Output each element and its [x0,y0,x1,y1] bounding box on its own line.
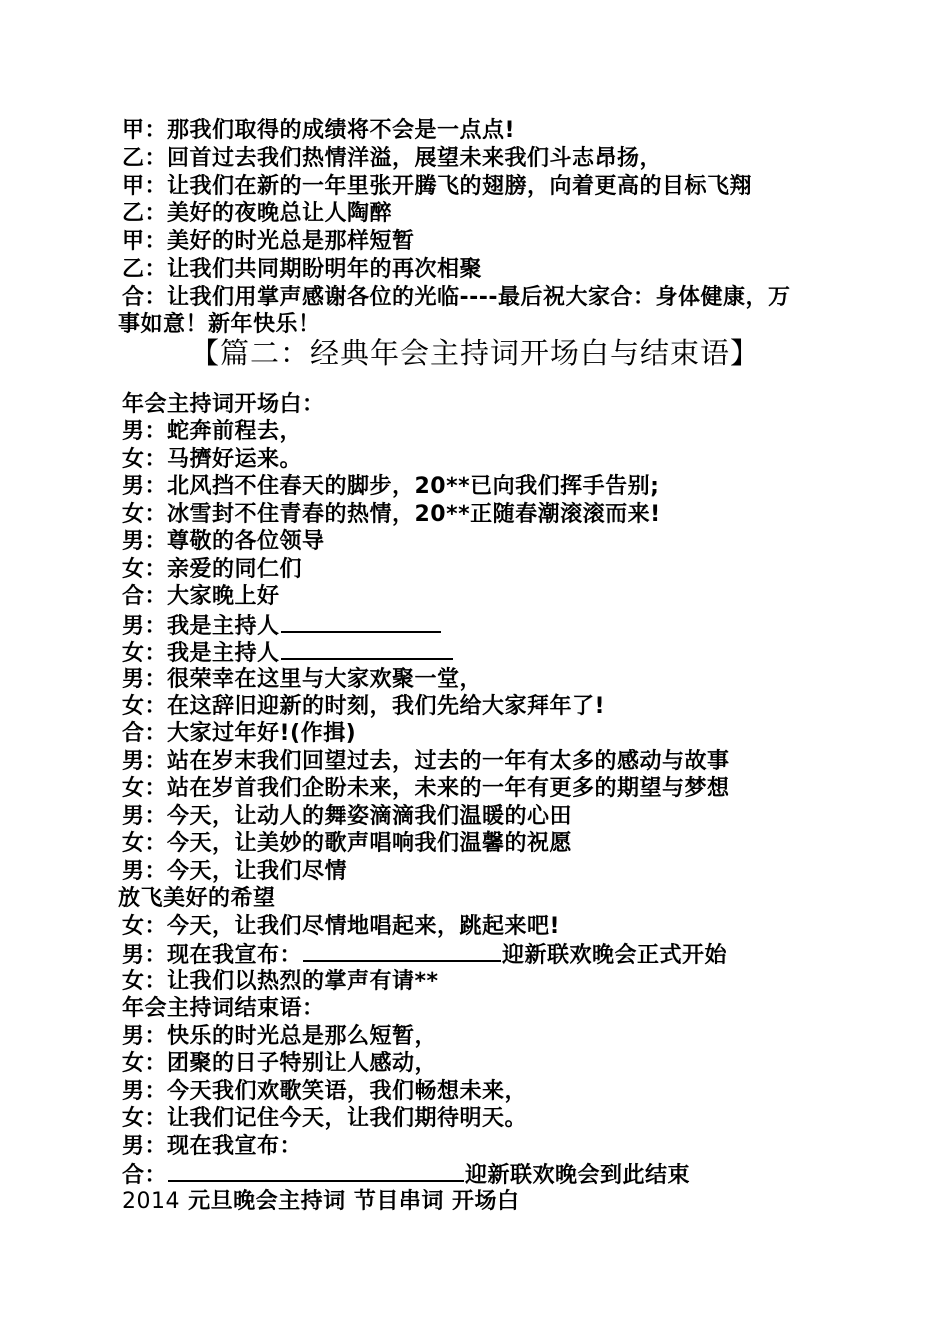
dialogue-line: 男：北风挡不住春天的脚步，20**已向我们挥手告别; [122,474,660,499]
footer-year: 2014 [122,1189,180,1214]
dialogue-line: 甲：那我们取得的成绩将不会是一点点! [122,118,516,143]
dialogue-line: 女：团聚的日子特别让人感动， [122,1051,438,1076]
footer-text: 元旦晚会主持词 节目串词 开场白 [188,1189,520,1214]
dialogue-line: 放飞美好的希望 [118,886,276,911]
dialogue-line: 男：今天，让我们尽情 [122,859,348,884]
fill-in-blank [281,638,453,660]
dialogue-line: 男：快乐的时光总是那么短暂， [122,1024,438,1049]
dialogue-line: 男：今天，让动人的舞姿滴滴我们温暖的心田 [122,804,573,829]
dialogue-text: 女：我是主持人 [122,641,280,666]
dialogue-line: 乙：美好的夜晚总让人陶醉 [122,201,393,226]
dialogue-line: 女：亲爱的同仁们 [122,557,303,582]
dialogue-line: 乙：回首过去我们热情洋溢，展望未来我们斗志昂扬， [122,146,663,171]
dialogue-text: 合： [122,1163,168,1188]
dialogue-line: 男：站在岁末我们回望过去，过去的一年有太多的感动与故事 [122,749,730,774]
dialogue-line: 男：尊敬的各位领导 [122,529,325,554]
dialogue-line: 男：蛇奔前程去， [122,419,303,444]
dialogue-line: 女：站在岁首我们企盼未来，未来的一年有更多的期望与梦想 [122,776,730,801]
dialogue-line: 乙：让我们共同期盼明年的再次相聚 [122,257,483,282]
dialogue-line: 女：今天，让我们尽情地唱起来，跳起来吧! [122,914,561,939]
dialogue-line: 男：很荣幸在这里与大家欢聚一堂， [122,667,483,692]
fill-in-blank [168,1160,464,1182]
section-title: 【篇二：经典年会主持词开场白与结束语】 [189,336,760,370]
dialogue-line: 女：今天，让美妙的歌声唱响我们温馨的祝愿 [122,831,573,856]
dialogue-line [122,611,442,641]
dialogue-line: 女：在这辞旧迎新的时刻，我们先给大家拜年了! [122,694,606,719]
dialogue-line: 女：让我们以热烈的掌声有请** [122,969,439,994]
dialogue-line: 甲：美好的时光总是那样短暂 [122,229,415,254]
dialogue-line: 事如意！新年快乐！ [118,312,321,337]
dialogue-line [122,1160,690,1190]
dialogue-line: 合：让我们用掌声感谢各位的光临----最后祝大家合：身体健康，万 [122,285,791,310]
footer-line [122,1188,520,1216]
dialogue-line [122,638,454,668]
dialogue-line: 合：大家过年好!(作揖) [122,721,357,746]
dialogue-text: 男：现在我宣布： [122,943,303,968]
dialogue-text: 迎新联欢晚会到此结束 [465,1163,691,1188]
section-heading: 年会主持词结束语： [122,996,325,1021]
dialogue-line: 甲：让我们在新的一年里张开腾飞的翅膀，向着更高的目标飞翔 [122,174,753,199]
dialogue-text: 迎新联欢晚会正式开始 [502,943,728,968]
dialogue-line: 女：马擠好运来。 [122,447,303,472]
dialogue-line: 男：今天我们欢歌笑语，我们畅想未来， [122,1079,528,1104]
section-heading: 年会主持词开场白： [122,392,325,417]
fill-in-blank [303,940,501,962]
dialogue-line: 男：现在我宣布： [122,1134,303,1159]
dialogue-line [122,940,727,970]
dialogue-line: 合：大家晚上好 [122,584,280,609]
dialogue-line: 女：让我们记住今天，让我们期待明天。 [122,1106,528,1131]
dialogue-line: 女：冰雪封不住青春的热情，20**正随春潮滚滚而来! [122,502,661,527]
fill-in-blank [281,611,441,633]
dialogue-text: 男：我是主持人 [122,614,280,639]
